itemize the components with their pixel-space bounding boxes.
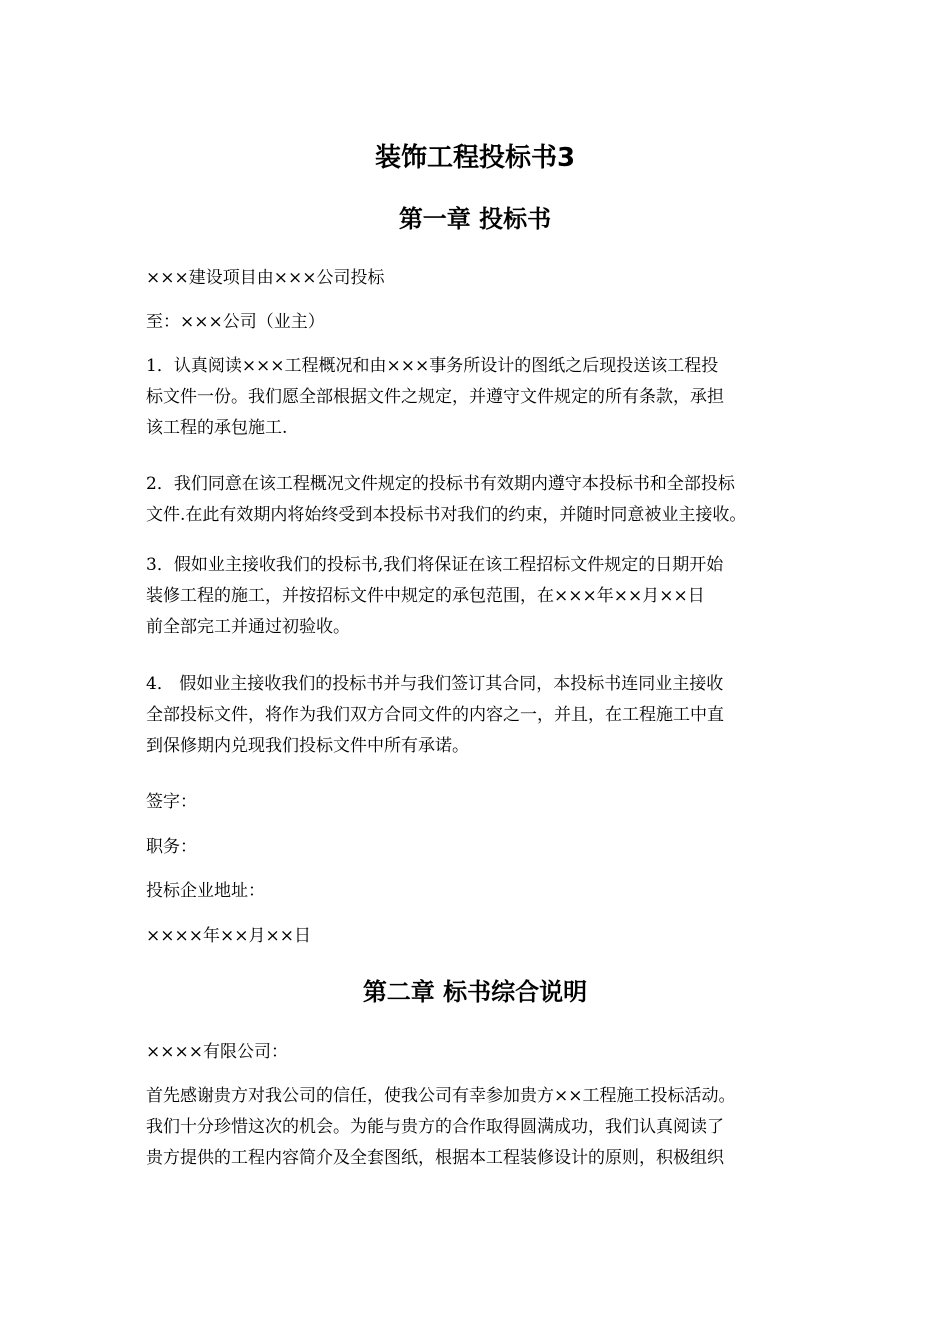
item-3-line: 前全部完工并通过初验收。 (146, 617, 350, 637)
item-4-paragraph (146, 672, 826, 765)
chapter-2-heading: 第二章 标书综合说明 (362, 978, 588, 1006)
address-label: 投标企业地址： (146, 881, 265, 901)
item-4-line: 到保修期内兑现我们投标文件中所有承诺。 (146, 736, 469, 756)
item-1-line: 该工程的承包施工. (146, 418, 288, 438)
body-line: 首先感谢贵方对我公司的信任，使我公司有幸参加贵方××工程施工投标活动。 (146, 1086, 736, 1106)
salutation: ××××有限公司： (146, 1042, 288, 1062)
date-line: ××××年××月××日 (146, 926, 311, 946)
signature-label: 签字： (146, 792, 197, 812)
item-1-line: 标文件一份。我们愿全部根据文件之规定，并遵守文件规定的所有条款，承担 (146, 387, 724, 407)
item-3-paragraph (146, 553, 826, 646)
chapter-1-intro: ×××建设项目由×××公司投标 (146, 268, 385, 288)
chapter-2-body (146, 1084, 826, 1177)
item-3-line: 装修工程的施工，并按招标文件中规定的承包范围，在×××年××月××日 (146, 586, 705, 606)
item-1-line: 1．认真阅读×××工程概况和由×××事务所设计的图纸之后现投送该工程投 (146, 356, 719, 376)
item-3-line: 3．假如业主接收我们的投标书,我们将保证在该工程招标文件规定的日期开始 (146, 555, 724, 575)
item-1-paragraph (146, 354, 826, 447)
chapter-1-heading: 第一章 投标书 (398, 205, 552, 233)
item-2-paragraph (146, 472, 826, 534)
body-line: 贵方提供的工程内容简介及全套图纸，根据本工程装修设计的原则，积极组织 (146, 1148, 724, 1168)
item-4-line: 4． 假如业主接收我们的投标书并与我们签订其合同，本投标书连同业主接收 (146, 674, 724, 694)
addressee-line: 至：×××公司（业主） (146, 312, 325, 332)
position-label: 职务： (146, 837, 197, 857)
body-line: 我们十分珍惜这次的机会。为能与贵方的合作取得圆满成功，我们认真阅读了 (146, 1117, 724, 1137)
document-title: 装饰工程投标书3 (374, 143, 576, 173)
item-2-line: 文件.在此有效期内将始终受到本投标书对我们的约束，并随时同意被业主接收。 (146, 505, 747, 525)
item-2-line: 2．我们同意在该工程概况文件规定的投标书有效期内遵守本投标书和全部投标 (146, 474, 735, 494)
item-4-line: 全部投标文件，将作为我们双方合同文件的内容之一，并且，在工程施工中直 (146, 705, 724, 725)
